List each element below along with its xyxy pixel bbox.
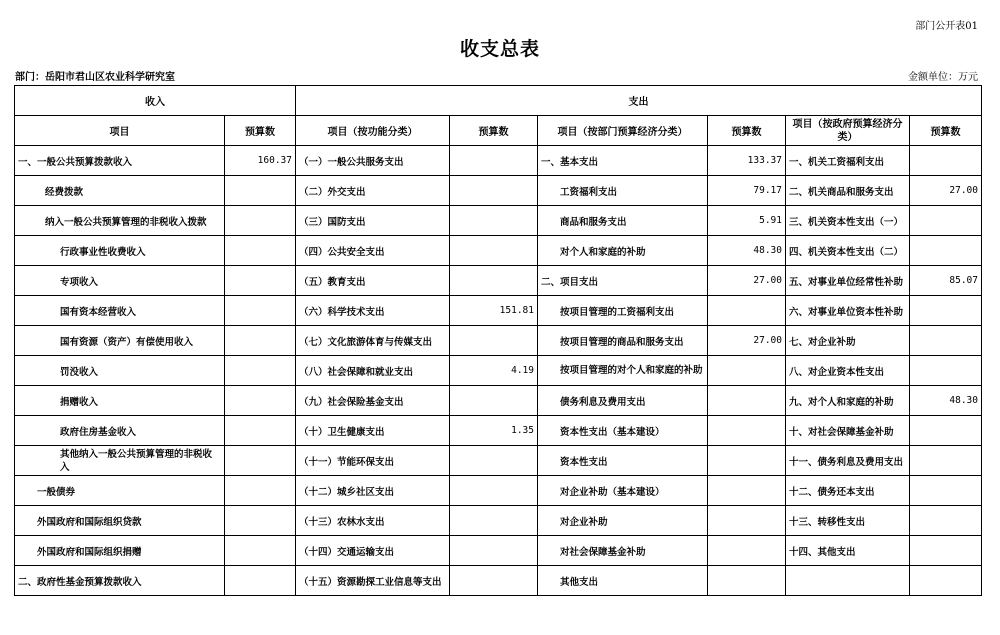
budget-amount-cell: 151.81 (450, 296, 538, 326)
item-label-cell: 对个人和家庭的补助 (538, 236, 708, 266)
budget-amount-cell (225, 476, 296, 506)
item-label-cell: 资本性支出 (538, 446, 708, 476)
item-label-cell (786, 566, 910, 596)
item-label-cell: 行政事业性收费收入 (15, 236, 225, 266)
item-label-cell: 对企业补助（基本建设） (538, 476, 708, 506)
item-label-cell: 政府住房基金收入 (15, 416, 225, 446)
item-label-cell: 工资福利支出 (538, 176, 708, 206)
budget-amount-cell (225, 206, 296, 236)
budget-amount-cell (708, 416, 786, 446)
column-header: 项目（按功能分类） (296, 116, 450, 146)
item-label-cell: 按项目管理的工资福利支出 (538, 296, 708, 326)
item-label-cell: 二、政府性基金预算拨款收入 (15, 566, 225, 596)
budget-amount-cell (225, 176, 296, 206)
item-label-cell: 一、基本支出 (538, 146, 708, 176)
budget-amount-cell (225, 536, 296, 566)
budget-amount-cell (225, 386, 296, 416)
budget-amount-cell (450, 446, 538, 476)
item-label-cell: 十、对社会保障基金补助 (786, 416, 910, 446)
item-label-cell: 九、对个人和家庭的补助 (786, 386, 910, 416)
table-row (15, 176, 982, 206)
budget-amount-cell (910, 356, 982, 386)
budget-amount-cell: 85.07 (910, 266, 982, 296)
item-label-cell: （一）一般公共服务支出 (296, 146, 450, 176)
item-label-cell: 其他纳入一般公共预算管理的非税收入 (15, 446, 225, 476)
budget-amount-cell (708, 566, 786, 596)
item-label-cell: 二、项目支出 (538, 266, 708, 296)
item-label-cell: 外国政府和国际组织捐赠 (15, 536, 225, 566)
budget-amount-cell (910, 476, 982, 506)
budget-amount-cell (225, 236, 296, 266)
budget-amount-cell (450, 386, 538, 416)
budget-amount-cell (910, 326, 982, 356)
item-label-cell: 经费拨款 (15, 176, 225, 206)
item-label-cell: 外国政府和国际组织贷款 (15, 506, 225, 536)
column-header: 预算数 (225, 116, 296, 146)
item-label-cell: （十五）资源勘探工业信息等支出 (296, 566, 450, 596)
group-header-row (15, 86, 982, 116)
item-label-cell: 一、机关工资福利支出 (786, 146, 910, 176)
item-label-cell: （十一）节能环保支出 (296, 446, 450, 476)
unit-label: 金额单位：万元 (908, 72, 978, 83)
budget-amount-cell: 27.00 (910, 176, 982, 206)
budget-amount-cell (225, 566, 296, 596)
item-label-cell: 十三、转移性支出 (786, 506, 910, 536)
item-label-cell: （八）社会保障和就业支出 (296, 356, 450, 386)
expense-group-header: 支出 (296, 86, 982, 116)
budget-amount-cell (708, 476, 786, 506)
item-label-cell: （四）公共安全支出 (296, 236, 450, 266)
item-label-cell: 国有资源（资产）有偿使用收入 (15, 326, 225, 356)
item-label-cell: 五、对事业单位经常性补助 (786, 266, 910, 296)
budget-amount-cell (450, 506, 538, 536)
budget-amount-cell (450, 476, 538, 506)
item-label-cell: 按项目管理的商品和服务支出 (538, 326, 708, 356)
budget-amount-cell: 4.19 (450, 356, 538, 386)
budget-amount-cell: 133.37 (708, 146, 786, 176)
budget-amount-cell (910, 296, 982, 326)
budget-amount-cell (450, 266, 538, 296)
item-label-cell: 十二、债务还本支出 (786, 476, 910, 506)
income-group-header: 收入 (15, 86, 296, 116)
budget-amount-cell: 79.17 (708, 176, 786, 206)
budget-amount-cell (910, 206, 982, 236)
item-label-cell: 十四、其他支出 (786, 536, 910, 566)
column-header: 项目 (15, 116, 225, 146)
item-label-cell: 捐赠收入 (15, 386, 225, 416)
column-header-row (15, 116, 982, 146)
budget-amount-cell (225, 506, 296, 536)
table-row (15, 236, 982, 266)
budget-amount-cell (450, 326, 538, 356)
item-label-cell: 对社会保障基金补助 (538, 536, 708, 566)
budget-amount-cell (450, 236, 538, 266)
budget-amount-cell (708, 296, 786, 326)
table-row (15, 326, 982, 356)
item-label-cell: 对企业补助 (538, 506, 708, 536)
table-row (15, 296, 982, 326)
table-row (15, 266, 982, 296)
item-label-cell: （五）教育支出 (296, 266, 450, 296)
table-row (15, 536, 982, 566)
budget-amount-cell (225, 446, 296, 476)
page-title: 收支总表 (459, 38, 540, 60)
item-label-cell: 罚没收入 (15, 356, 225, 386)
item-label-cell: （二）外交支出 (296, 176, 450, 206)
budget-amount-cell (708, 446, 786, 476)
item-label-cell: 二、机关商品和服务支出 (786, 176, 910, 206)
item-label-cell: 六、对事业单位资本性补助 (786, 296, 910, 326)
budget-amount-cell (225, 356, 296, 386)
item-label-cell: （十二）城乡社区支出 (296, 476, 450, 506)
table-row (15, 566, 982, 596)
budget-amount-cell (225, 326, 296, 356)
item-label-cell: 其他支出 (538, 566, 708, 596)
table-row (15, 356, 982, 386)
budget-amount-cell (450, 146, 538, 176)
item-label-cell: 纳入一般公共预算管理的非税收入拨款 (15, 206, 225, 236)
column-header: 预算数 (708, 116, 786, 146)
item-label-cell: （十四）交通运输支出 (296, 536, 450, 566)
budget-amount-cell (910, 416, 982, 446)
budget-amount-cell (708, 386, 786, 416)
item-label-cell: 八、对企业资本性支出 (786, 356, 910, 386)
budget-amount-cell (225, 266, 296, 296)
table-row (15, 446, 982, 476)
item-label-cell: （十三）农林水支出 (296, 506, 450, 536)
budget-amount-cell (910, 506, 982, 536)
budget-amount-cell: 27.00 (708, 266, 786, 296)
budget-amount-cell (450, 566, 538, 596)
table-row (15, 146, 982, 176)
budget-amount-cell: 48.30 (910, 386, 982, 416)
item-label-cell: （十）卫生健康支出 (296, 416, 450, 446)
budget-amount-cell (910, 146, 982, 176)
item-label-cell: （七）文化旅游体育与传媒支出 (296, 326, 450, 356)
column-header: 预算数 (450, 116, 538, 146)
item-label-cell: 债务利息及费用支出 (538, 386, 708, 416)
item-label-cell: 十一、债务利息及费用支出 (786, 446, 910, 476)
table-row (15, 386, 982, 416)
budget-amount-cell (225, 296, 296, 326)
item-label-cell: 商品和服务支出 (538, 206, 708, 236)
budget-amount-cell (450, 176, 538, 206)
column-header: 项目（按政府预算经济分类） (786, 116, 910, 146)
item-label-cell: 资本性支出（基本建设） (538, 416, 708, 446)
budget-amount-cell: 1.35 (450, 416, 538, 446)
budget-amount-cell: 5.91 (708, 206, 786, 236)
table-row (15, 416, 982, 446)
budget-amount-cell (910, 536, 982, 566)
column-header: 预算数 (910, 116, 982, 146)
budget-amount-cell (450, 206, 538, 236)
item-label-cell: 四、机关资本性支出（二） (786, 236, 910, 266)
budget-amount-cell: 27.00 (708, 326, 786, 356)
item-label-cell: （九）社会保险基金支出 (296, 386, 450, 416)
budget-amount-cell: 48.30 (708, 236, 786, 266)
budget-amount-cell (708, 356, 786, 386)
budget-amount-cell (225, 416, 296, 446)
column-header: 项目（按部门预算经济分类） (538, 116, 708, 146)
table-row (15, 206, 982, 236)
item-label-cell: 一般债券 (15, 476, 225, 506)
item-label-cell: （六）科学技术支出 (296, 296, 450, 326)
budget-amount-cell: 160.37 (225, 146, 296, 176)
table-row (15, 506, 982, 536)
item-label-cell: 专项收入 (15, 266, 225, 296)
budget-amount-cell (910, 566, 982, 596)
budget-amount-cell (708, 506, 786, 536)
budget-amount-cell (708, 536, 786, 566)
item-label-cell: 一、一般公共预算拨款收入 (15, 146, 225, 176)
item-label-cell: 三、机关资本性支出（一） (786, 206, 910, 236)
table-row (15, 476, 982, 506)
department-label: 部门：岳阳市君山区农业科学研究室 (15, 72, 175, 83)
budget-summary-table (14, 85, 982, 596)
form-code: 部门公开表01 (915, 21, 978, 32)
item-label-cell: （三）国防支出 (296, 206, 450, 236)
item-label-cell: 按项目管理的对个人和家庭的补助 (538, 356, 708, 386)
budget-amount-cell (450, 536, 538, 566)
budget-amount-cell (910, 236, 982, 266)
item-label-cell: 国有资本经营收入 (15, 296, 225, 326)
budget-amount-cell (910, 446, 982, 476)
item-label-cell: 七、对企业补助 (786, 326, 910, 356)
